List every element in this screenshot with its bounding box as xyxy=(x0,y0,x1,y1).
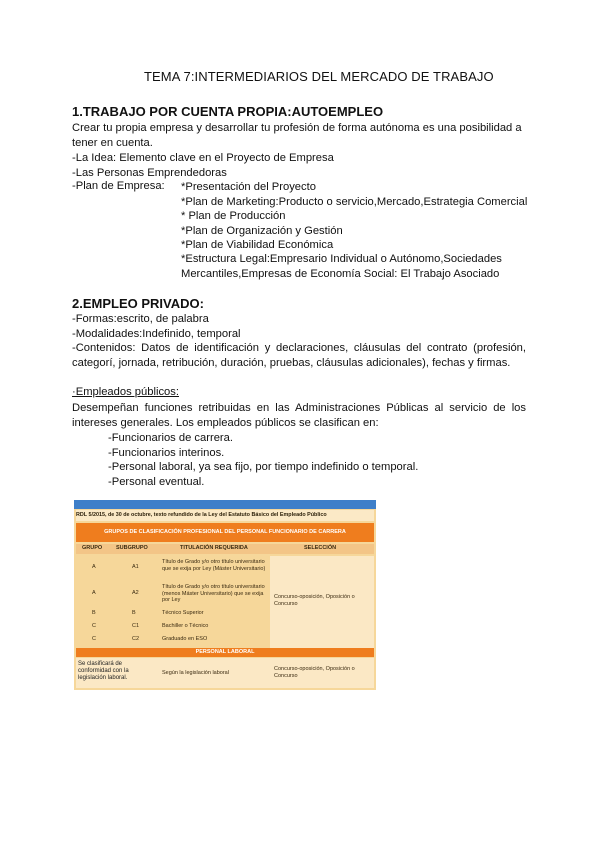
titulacion-cell: Título de Grado y/o otro título universitario (menos Máster Universitario) que se exija por Ley xyxy=(162,584,265,603)
list-item: -Personal eventual. xyxy=(108,476,205,488)
plan-item: *Presentación del Proyecto xyxy=(181,181,316,193)
empleados-publicos-heading: ·Empleados públicos: xyxy=(72,386,179,398)
grupo-cell: A xyxy=(92,590,96,596)
column-header-seleccion: SELECCIÓN xyxy=(304,545,337,551)
table-header: GRUPOS DE CLASIFICACIÓN PROFESIONAL DEL PERSONAL FUNCIONARIO DE CARRERA xyxy=(76,523,374,542)
idea-line: -La Idea: Elemento clave en el Proyecto de Empresa xyxy=(72,152,334,164)
table-row xyxy=(76,621,374,631)
contenidos-paragraph: -Contenidos: Datos de identificación y declaraciones, cláusulas del contrato (profesión, categorí, jornada, retribución, duración, pruebas, cláusulas adicionales), fechas y firmas. xyxy=(72,342,526,369)
personal-laboral-header: PERSONAL LABORAL xyxy=(76,648,374,657)
plan-item: *Plan de Marketing:Producto o servicio,Mercado,Estrategia Comercial xyxy=(181,196,528,208)
classification-table-image xyxy=(74,500,376,690)
section1-intro-line2: tener en cuenta. xyxy=(72,137,153,149)
section1-heading: 1.TRABAJO POR CUENTA PROPIA:AUTOEMPLEO xyxy=(72,104,384,119)
table-top-bar xyxy=(74,500,376,509)
personas-line: -Las Personas Emprendedoras xyxy=(72,167,227,179)
page-title: TEMA 7:INTERMEDIARIOS DEL MERCADO DE TRABAJO xyxy=(144,69,494,84)
laboral-seleccion-cell: Concurso-oposición, Oposición o Concurso xyxy=(274,666,355,679)
plan-item: * Plan de Producción xyxy=(181,210,286,222)
plan-item: *Plan de Organización y Gestión xyxy=(181,225,343,237)
table-row xyxy=(76,608,374,618)
list-item: -Personal laboral, ya sea fijo, por tiempo indefinido o temporal. xyxy=(108,461,419,473)
empleados-publicos-paragraph: Desempeñan funciones retribuidas en las Administraciones Públicas al servicio de los intereses generales. Los empleados públicos se clasifican en: xyxy=(72,402,526,429)
table-column-headers xyxy=(76,544,374,554)
table-rdl-title: RDL 5/2015, de 30 de octubre, texto refundido de la Ley del Estatuto Básico del Empleado Público xyxy=(76,510,374,521)
subgrupo-cell: A2 xyxy=(132,590,139,596)
titulacion-cell: Graduado en ESO xyxy=(162,636,208,642)
laboral-titulacion-cell: Según la legislación laboral xyxy=(162,670,229,676)
list-item: -Funcionarios de carrera. xyxy=(108,432,233,444)
table-row xyxy=(76,658,374,688)
column-header-grupo: GRUPO xyxy=(82,545,103,551)
plan-label: -Plan de Empresa: xyxy=(72,180,165,192)
table-row xyxy=(76,581,374,605)
laboral-clasificacion-cell: Se clasificará de conformidad con la legislación laboral. xyxy=(78,661,129,681)
grupo-cell: C xyxy=(92,636,96,642)
titulacion-cell: Bachiller o Técnico xyxy=(162,623,209,629)
grupo-cell: C xyxy=(92,623,96,629)
formas-line: -Formas:escrito, de palabra xyxy=(72,313,209,325)
grupo-cell: A xyxy=(92,564,96,570)
column-header-subgrupo: SUBGRUPO xyxy=(116,545,148,551)
seleccion-text: Concurso-oposición, Oposición o Concurso xyxy=(274,594,355,607)
plan-item: *Plan de Viabilidad Económica xyxy=(181,239,334,251)
titulacion-cell: Técnico Superior xyxy=(162,610,204,616)
section1-intro-line1: Crear tu propia empresa y desarrollar tu profesión de forma autónoma es una posibilidad a xyxy=(72,122,522,134)
modalidades-line: -Modalidades:Indefinido, temporal xyxy=(72,328,241,340)
table-row xyxy=(76,634,374,644)
subgrupo-cell: B xyxy=(132,610,136,616)
grupo-cell: B xyxy=(92,610,96,616)
table-row xyxy=(76,557,374,579)
column-header-titulacion: TITULACIÓN REQUERIDA xyxy=(180,545,248,551)
plan-item: *Estructura Legal:Empresario Individual o Autónomo,Sociedades xyxy=(181,253,502,265)
plan-item: Mercantiles,Empresas de Economía Social: El Trabajo Asociado xyxy=(181,268,500,280)
titulacion-cell: Título de Grado y/o otro título universitario que se exija por Ley (Máster Universitario) xyxy=(162,559,266,572)
subgrupo-cell: C2 xyxy=(132,636,140,642)
subgrupo-cell: C1 xyxy=(132,623,140,629)
subgrupo-cell: A1 xyxy=(132,564,139,570)
list-item: -Funcionarios interinos. xyxy=(108,447,225,459)
section2-heading: 2.EMPLEO PRIVADO: xyxy=(72,296,204,311)
